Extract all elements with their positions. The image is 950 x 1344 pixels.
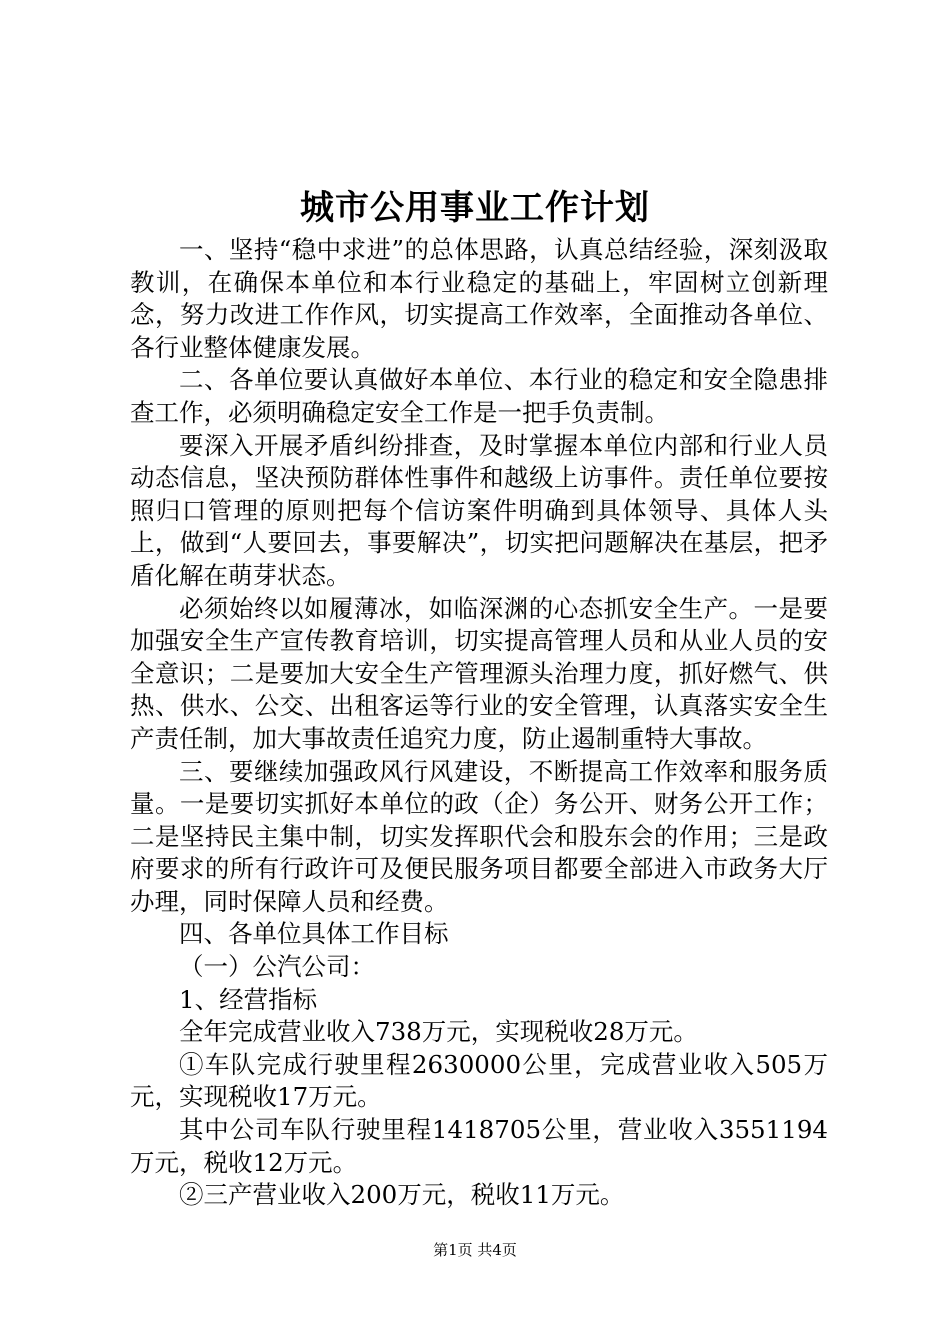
paragraph-11: 其中公司车队行驶里程1418705公里，营业收入3551194万元，税收12万元。: [130, 1115, 828, 1177]
paragraph-9: 全年完成营业收入738万元，实现税收28万元。: [179, 1017, 698, 1047]
paragraph-5: 三、要继续加强政风行风建设，不断提高工作效率和服务质量。一是要切实抓好本单位的政（企）务公开、财务公开工作；二是坚持民主集中制，切实发挥职代会和股东会的作用；三是政府要求的所有行政许可及便民服务项目都要全部进入市政务大厅办理，同时保障人员和经费。: [130, 756, 828, 916]
document-body: [130, 234, 828, 1212]
paragraph-3: 要深入开展矛盾纠纷排查，及时掌握本单位内部和行业人员动态信息，坚决预防群体性事件和越级上访事件。责任单位要按照归口管理的原则把每个信访案件明确到具体领导、具体人头上，做到“人要回去，事要解决”，切实把问题解决在基层，把矛盾化解在萌芽状态。: [130, 430, 828, 590]
paragraph-10: ①车队完成行驶里程2630000公里，完成营业收入505万元，实现税收17万元。: [130, 1049, 828, 1112]
paragraph-1: 一、坚持“稳中求进”的总体思路，认真总结经验，深刻汲取教训，在确保本单位和本行业稳定的基础上，牢固树立创新理念，努力改进工作作风，切实提高工作效率，全面推动各单位、各行业整体健康发展。: [130, 235, 828, 362]
paragraph-12: ②三产营业收入200万元，税收11万元。: [179, 1180, 625, 1210]
paragraph-4: 必须始终以如履薄冰，如临深渊的心态抓安全生产。一是要加强安全生产宣传教育培训，切实提高管理人员和从业人员的安全意识；二是要加大安全生产管理源头治理力度，抓好燃气、供热、供水、公交、出租客运等行业的安全管理，认真落实安全生产责任制，加大事故责任追究力度，防止遏制重特大事故。: [130, 593, 828, 753]
page-title: 城市公用事业工作计划: [300, 188, 650, 228]
paragraph-7: （一）公汽公司：: [179, 952, 375, 982]
paragraph-8: 1、经营指标: [179, 984, 318, 1014]
paragraph-6: 四、各单位具体工作目标: [179, 919, 449, 949]
paragraph-2: 二、各单位要认真做好本单位、本行业的稳定和安全隐患排查工作，必须明确稳定安全工作是一把手负责制。: [130, 365, 828, 427]
page-footer: 第1页 共4页: [433, 1241, 517, 1259]
